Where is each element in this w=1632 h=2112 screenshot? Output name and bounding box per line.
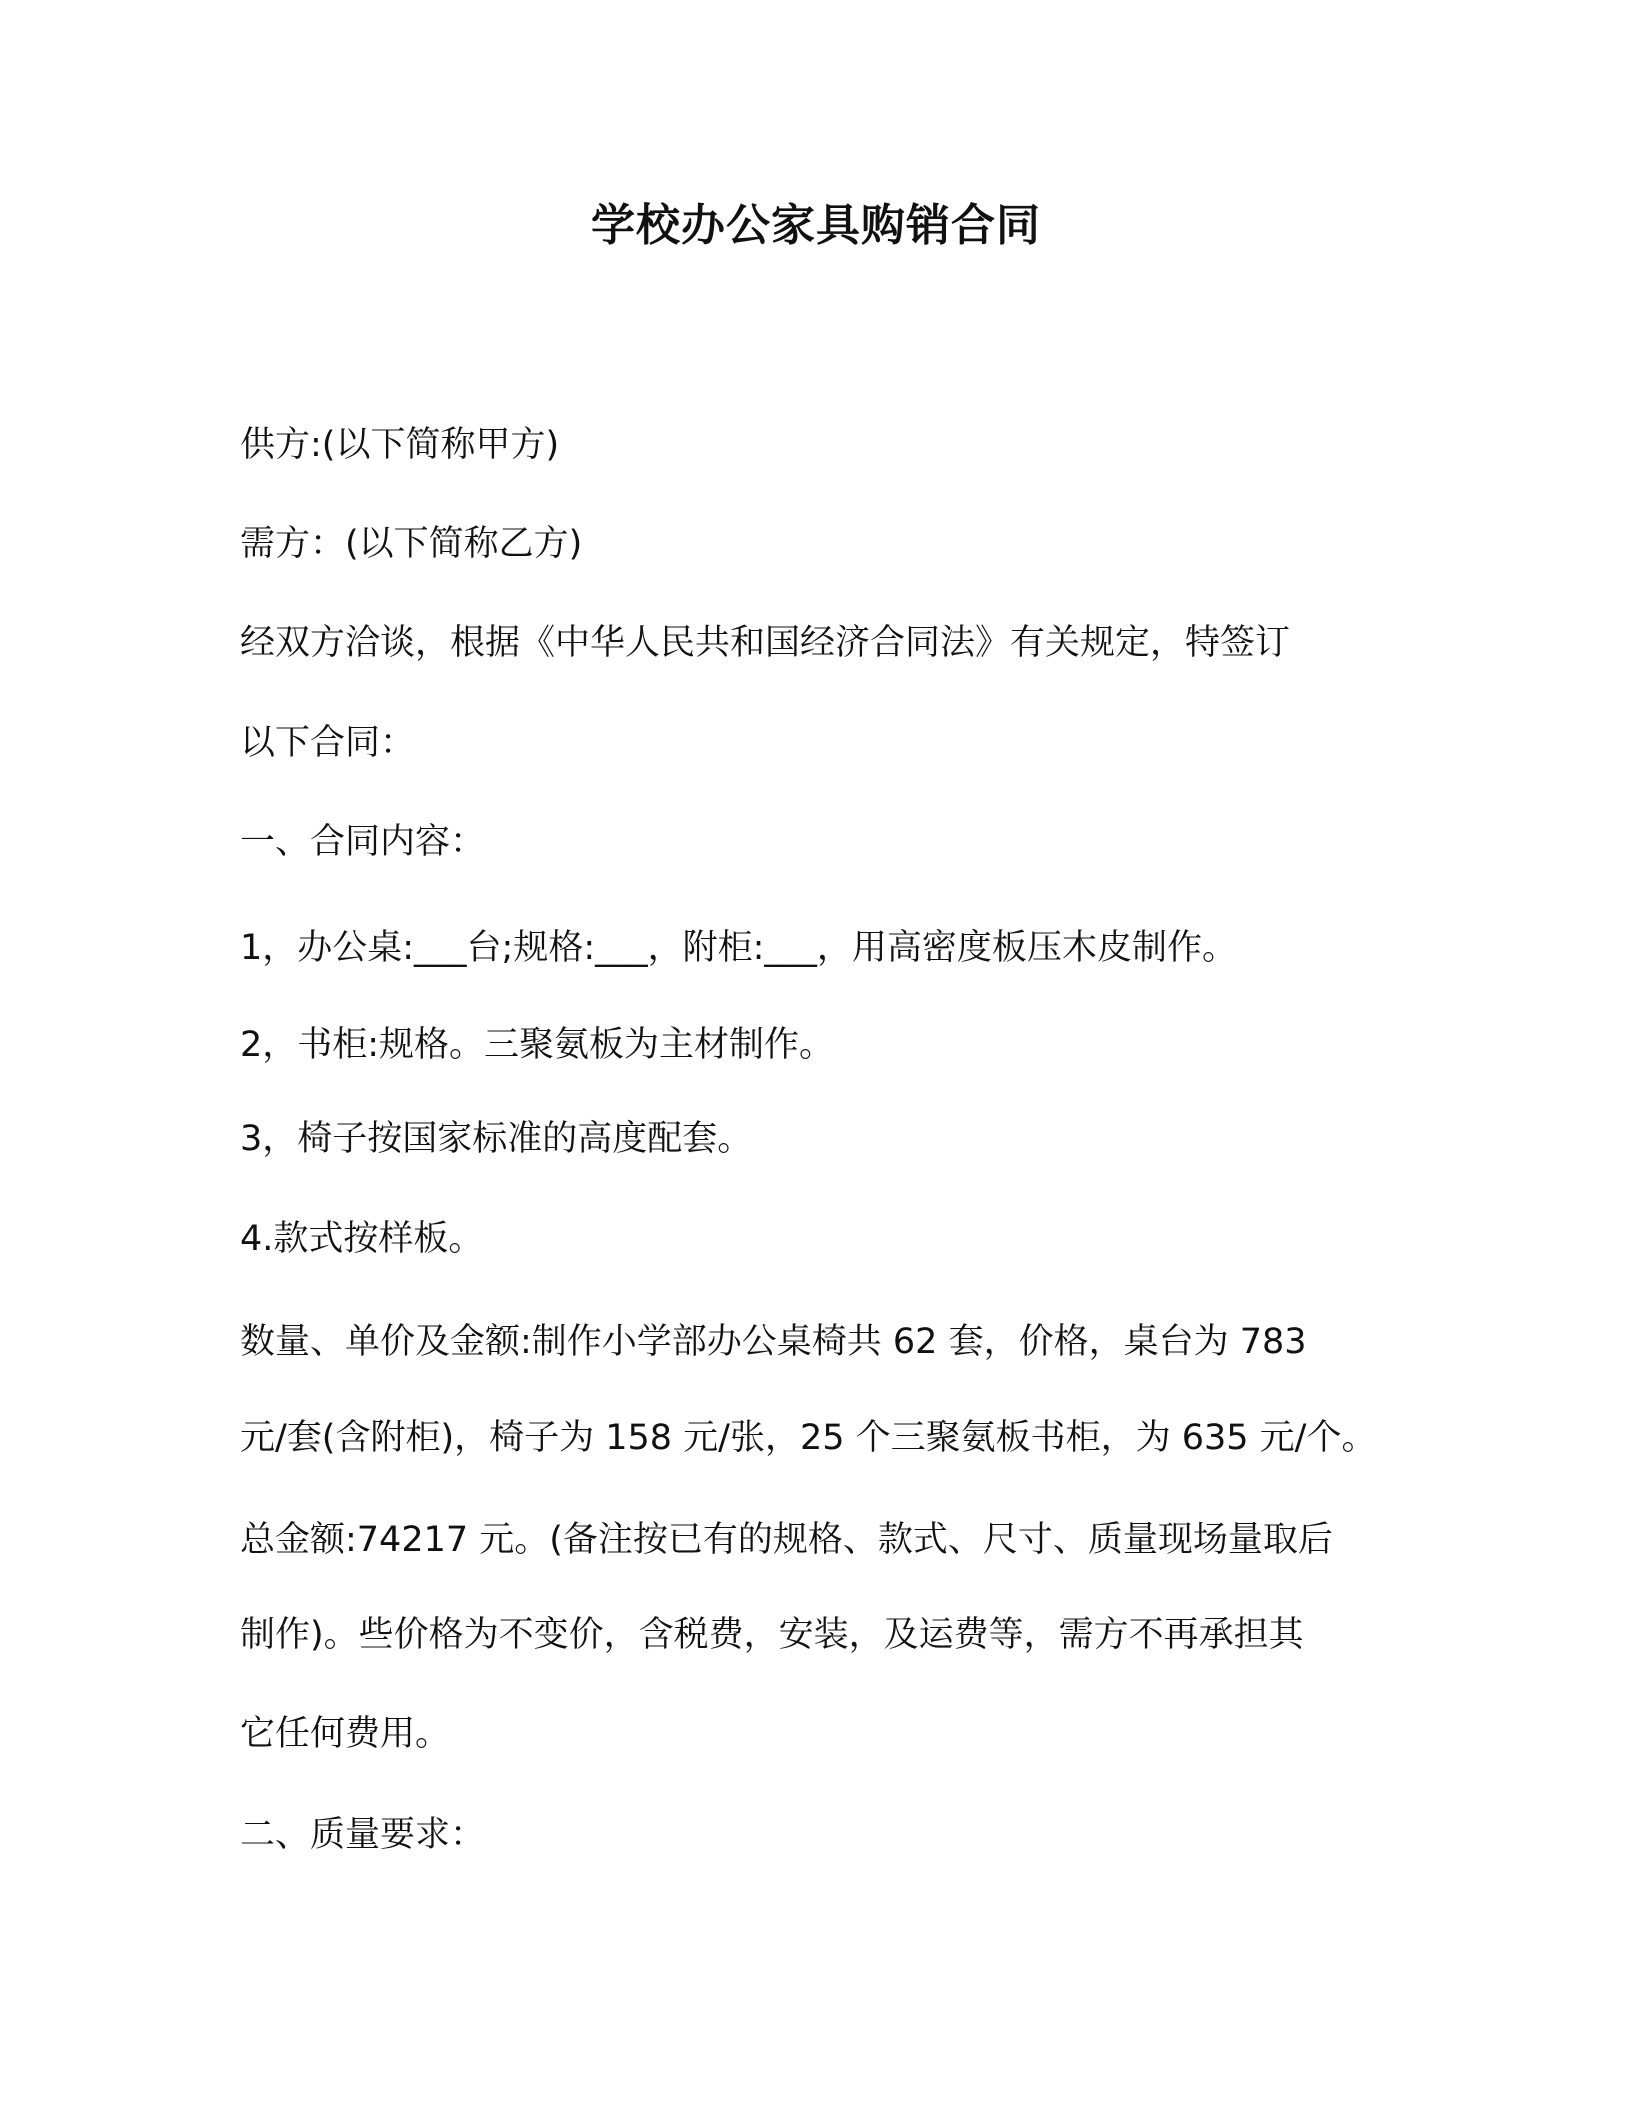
document-title: 学校办公家具购销合同	[591, 200, 1041, 251]
item-2-bookcase: 2，书柜:规格。三聚氨板为主材制作。	[240, 1025, 835, 1065]
total-amount-line-2: 制作)。些价格为不变价，含税费，安装，及运费等，需方不再承担其	[240, 1615, 1304, 1655]
quantity-price-line-2: 元/套(含附柜)，椅子为 158 元/张，25 个三聚氨板书柜，为 635 元/个。	[240, 1418, 1377, 1458]
section-heading-contract-content: 一、合同内容：	[240, 822, 486, 862]
item-3-chair: 3，椅子按国家标准的高度配套。	[240, 1119, 753, 1159]
quantity-price-line-1: 数量、单价及金额:制作小学部办公桌椅共 62 套，价格，桌台为 783	[240, 1322, 1307, 1362]
intro-line-1: 经双方洽谈，根据《中华人民共和国经济合同法》有关规定，特签订	[240, 623, 1291, 663]
section-heading-quality: 二、质量要求：	[240, 1815, 486, 1855]
intro-line-2: 以下合同：	[240, 723, 416, 763]
total-amount-line-1: 总金额:74217 元。(备注按已有的规格、款式、尺寸、质量现场量取后	[240, 1520, 1333, 1560]
item-4-style: 4.款式按样板。	[240, 1219, 484, 1259]
item-1-desk: 1，办公桌:___台;规格:___，附柜:___，用高密度板压木皮制作。	[240, 928, 1237, 968]
buyer-line: 需方：(以下简称乙方)	[240, 524, 583, 564]
supplier-line: 供方:(以下简称甲方)	[240, 425, 560, 465]
total-amount-line-3: 它任何费用。	[240, 1714, 451, 1754]
